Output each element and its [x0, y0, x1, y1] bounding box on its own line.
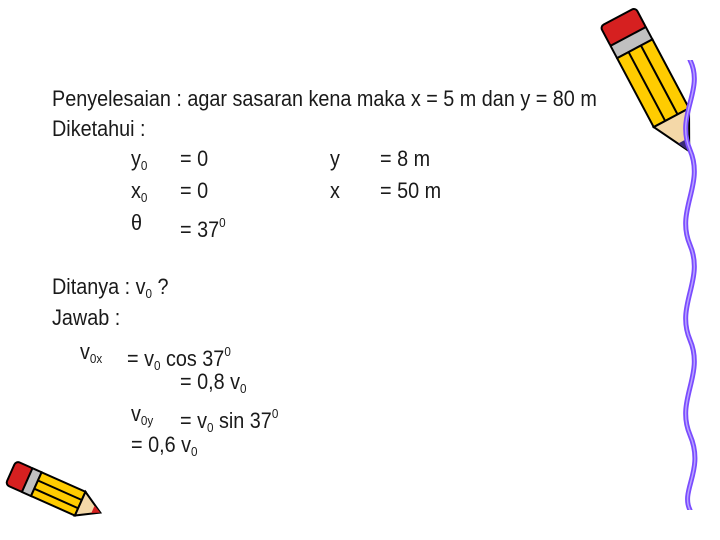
known-y-value: = 8 m — [380, 146, 431, 171]
v0y-equation: = $v_0$ $\sin 37^0$ — [180, 406, 279, 435]
v0y-label: $v_{0y}$ — [131, 401, 154, 428]
pencil-icon — [0, 458, 112, 530]
known-x: x — [330, 178, 340, 203]
wavy-border — [660, 60, 720, 510]
known-x0: $x_0$ — [131, 178, 148, 205]
v0y-result: = 0,6 $v_0$ — [131, 432, 198, 459]
known-y0-value: = 0 — [180, 146, 209, 171]
known-y: y — [330, 146, 340, 171]
known-heading: Diketahui : — [52, 116, 146, 141]
known-x0-value: = 0 — [180, 178, 209, 203]
v0x-equation: = $v_0$ $\cos 37^0$ — [127, 344, 231, 373]
v0x-label: $v_{0x}$ — [80, 339, 103, 366]
v0x-result: = 0,8 $v_0$ — [180, 369, 247, 396]
known-theta-value: = $37^0$ — [180, 215, 226, 242]
known-x-value: = 50 m — [380, 178, 442, 203]
known-y0: $y_0$ — [131, 146, 148, 173]
solution-statement: Penyelesaian : agar sasaran kena maka x = 5 m dan y = 80 m — [52, 86, 597, 111]
asked-line: Ditanya : $v_0$ ? — [52, 274, 169, 301]
known-theta: θ — [131, 210, 143, 235]
answer-heading: Jawab : — [52, 305, 121, 330]
